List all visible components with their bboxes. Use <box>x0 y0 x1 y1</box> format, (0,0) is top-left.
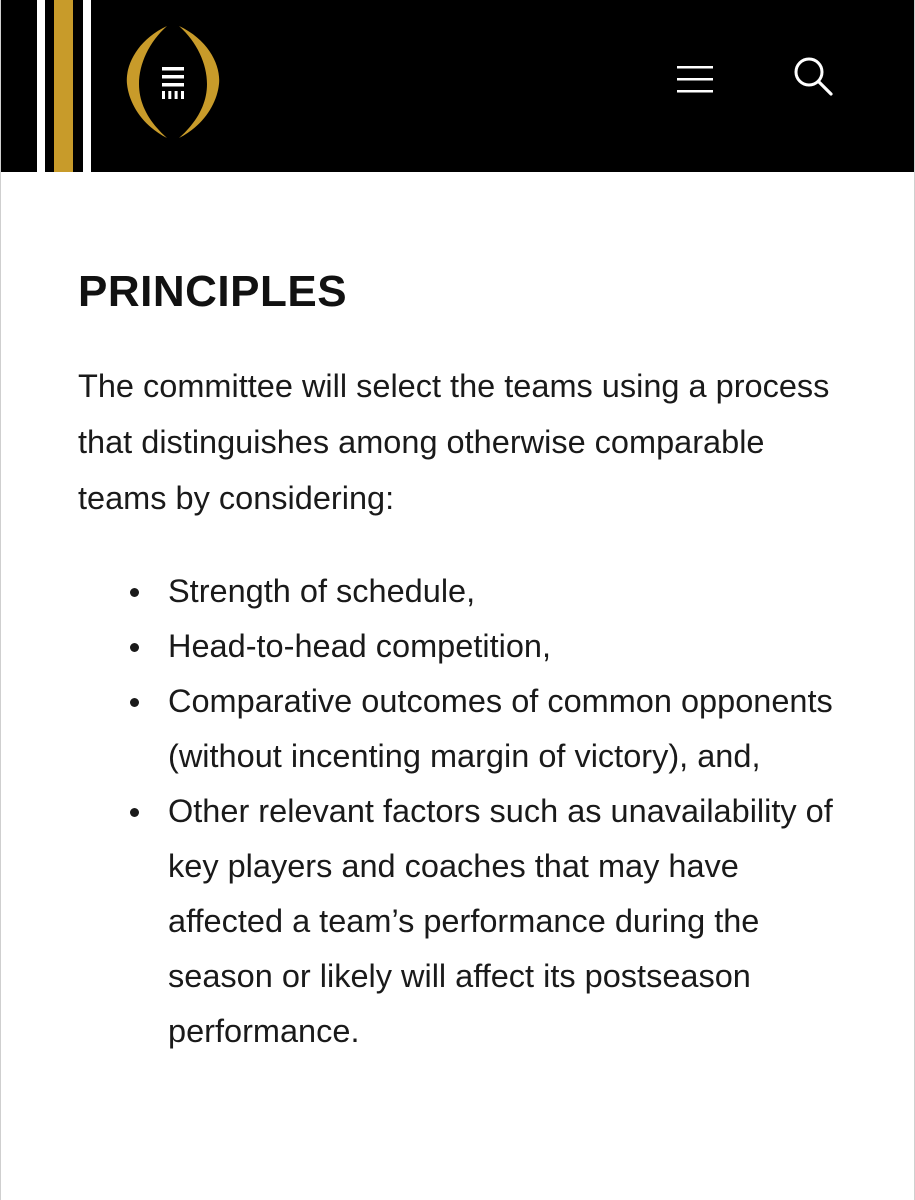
bullet-icon <box>130 588 139 597</box>
menu-button[interactable] <box>671 58 719 102</box>
list-item <box>168 674 858 784</box>
list-item <box>168 619 858 674</box>
list-item <box>168 564 858 619</box>
search-button[interactable] <box>789 52 839 102</box>
list-item-text: Other relevant factors such as unavailability of key players and coaches that may have affected a team’s performance during the season or likely will affect its postseason performance. <box>168 793 833 1049</box>
bullet-icon <box>130 698 139 707</box>
list-item-text: Strength of schedule, <box>168 573 476 609</box>
header-stripe-white-left <box>37 0 45 172</box>
list-item-text: Comparative outcomes of common opponents (without incenting margin of victory), and, <box>168 683 833 774</box>
header-stripe-white-right <box>83 0 91 172</box>
header-stripe-gold <box>54 0 73 172</box>
site-header <box>1 0 914 172</box>
bullet-icon <box>130 808 139 817</box>
list-item-text: Head-to-head competition, <box>168 628 552 664</box>
section-intro: The committee will select the teams using a process that distinguishes among otherwise comparable teams by considering: <box>78 368 830 516</box>
list-item <box>168 784 858 1059</box>
search-icon <box>789 52 839 102</box>
section-title: PRINCIPLES <box>78 267 348 316</box>
principles-section <box>78 260 858 1059</box>
criteria-list <box>78 564 858 1059</box>
home-logo-link[interactable] <box>123 22 223 142</box>
hamburger-menu-icon <box>671 58 719 102</box>
bullet-icon <box>130 643 139 652</box>
trophy-logo-icon <box>123 22 223 142</box>
